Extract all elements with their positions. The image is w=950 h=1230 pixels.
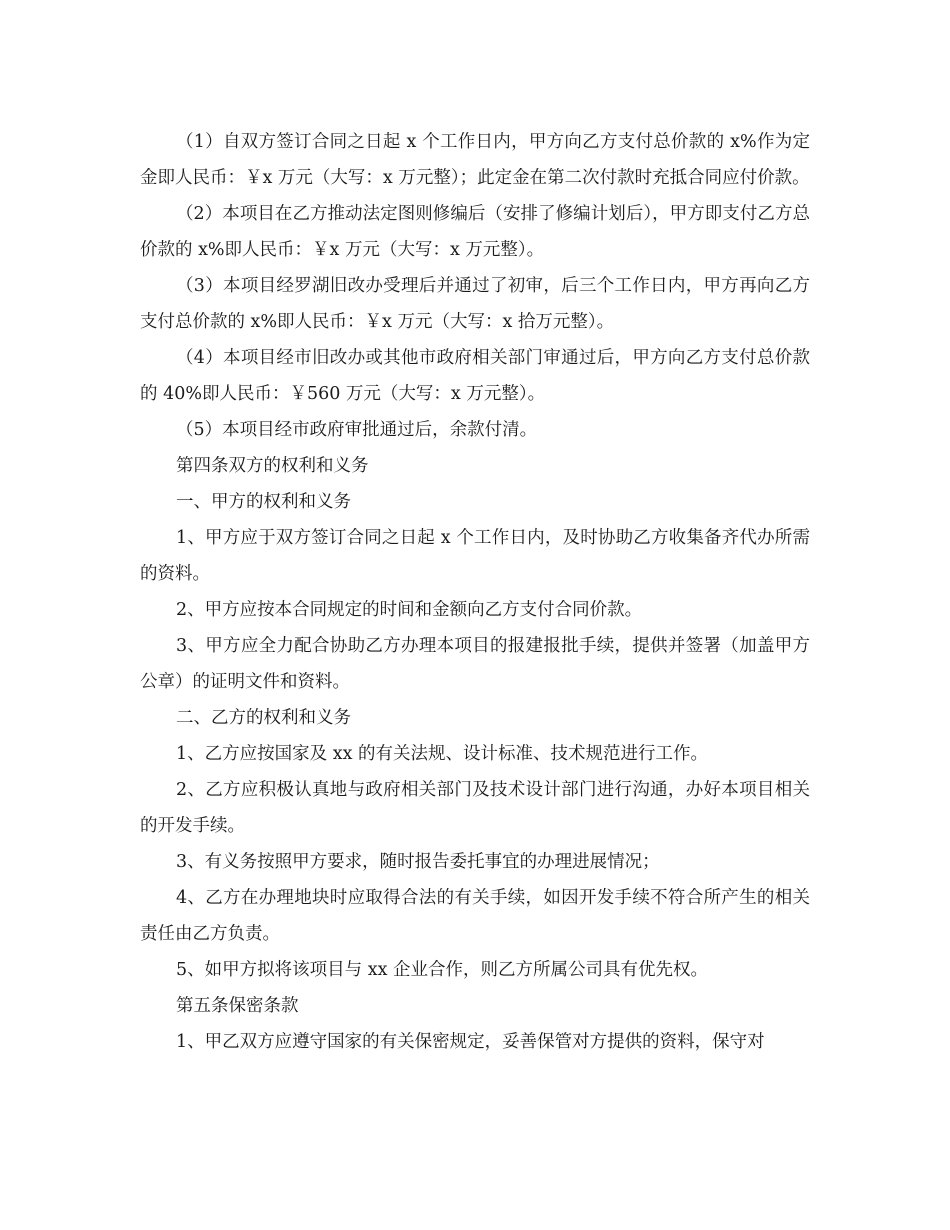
document-body <box>140 124 810 1060</box>
paragraph-party-a-1: 1、甲方应于双方签订合同之日起 x 个工作日内，及时协助乙方收集备齐代办所需的资料。 <box>140 528 810 584</box>
heading-party-a-rights: 一、甲方的权利和义务 <box>176 492 351 512</box>
paragraph-party-a-3: 3、甲方应全力配合协助乙方办理本项目的报建报批手续，提供并签署（加盖甲方公章）的证明文件和资料。 <box>140 636 810 692</box>
heading-article-4: 第四条双方的权利和义务 <box>176 456 369 476</box>
paragraph-party-b-5: 5、如甲方拟将该项目与 xx 企业合作，则乙方所属公司具有优先权。 <box>176 960 708 980</box>
paragraph-payment-5: （5）本项目经市政府审批通过后，余款付清。 <box>176 420 538 440</box>
paragraph-party-b-3: 3、有义务按照甲方要求，随时报告委托事宜的办理进展情况； <box>176 852 660 872</box>
heading-article-5: 第五条保密条款 <box>176 996 299 1016</box>
paragraph-party-b-1: 1、乙方应按国家及 xx 的有关法规、设计标准、技术规范进行工作。 <box>176 744 708 764</box>
paragraph-party-a-2: 2、甲方应按本合同规定的时间和金额向乙方支付合同价款。 <box>176 600 643 620</box>
heading-party-b-rights: 二、乙方的权利和义务 <box>176 708 351 728</box>
paragraph-payment-1: （1）自双方签订合同之日起 x 个工作日内，甲方向乙方支付总价款的 x%作为定金即人民币：￥x 万元（大写：x 万元整）；此定金在第二次付款时充抵合同应付价款。 <box>140 132 810 188</box>
paragraph-confidentiality-1: 1、甲乙双方应遵守国家的有关保密规定，妥善保管对方提供的资料，保守对 <box>176 1032 765 1052</box>
paragraph-payment-4: （4）本项目经市旧改办或其他市政府相关部门审通过后，甲方向乙方支付总价款的 40%即人民币：￥560 万元（大写：x 万元整）。 <box>140 348 810 404</box>
paragraph-payment-3: （3）本项目经罗湖旧改办受理后并通过了初审，后三个工作日内，甲方再向乙方支付总价款的 x%即人民币：￥x 万元（大写：x 拾万元整）。 <box>140 276 810 332</box>
paragraph-payment-2: （2）本项目在乙方推动法定图则修编后（安排了修编计划后），甲方即支付乙方总价款的 x%即人民币：￥x 万元（大写：x 万元整）。 <box>140 204 810 260</box>
paragraph-party-b-2: 2、乙方应积极认真地与政府相关部门及技术设计部门进行沟通，办好本项目相关的开发手续。 <box>140 780 810 836</box>
paragraph-party-b-4: 4、乙方在办理地块时应取得合法的有关手续，如因开发手续不符合所产生的相关责任由乙方负责。 <box>140 888 810 944</box>
